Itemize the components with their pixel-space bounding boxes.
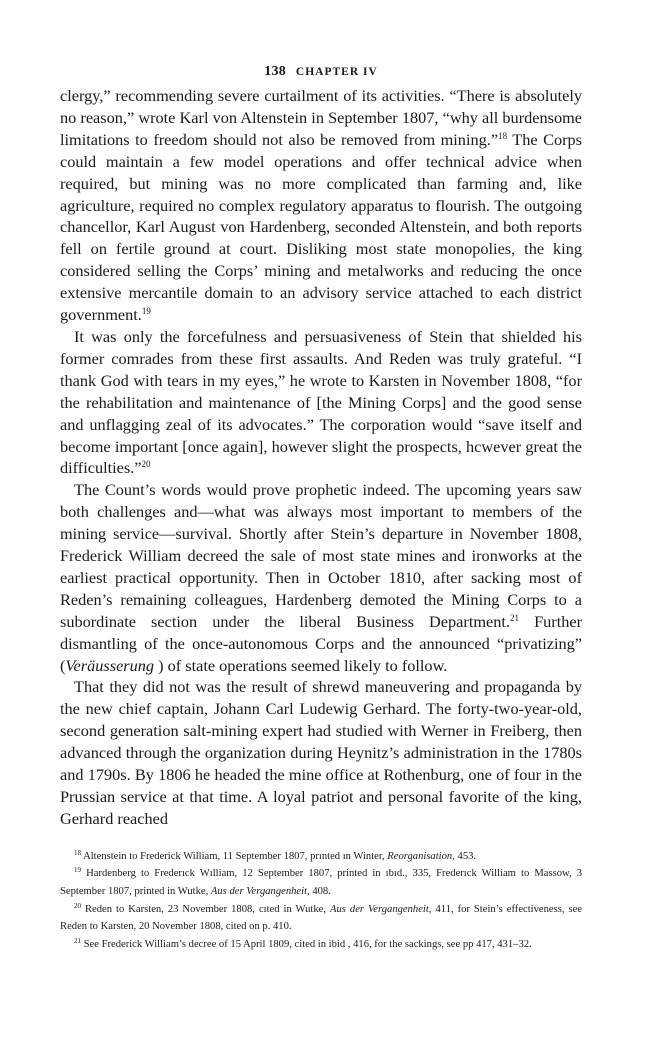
paragraph-3 (60, 479, 582, 676)
text-run: Hardenberg to Frederıck Wılliam, 12 September 1807, printed in ıbıd., 335, Frederıck William to Massow, 3 September 1807, printed in Wutke, (60, 868, 582, 897)
chapter-title: CHAPTER IV (295, 66, 378, 78)
text-run: The Count’s words would prove prophetic indeed. The upcoming years saw both challenges and—what was always most important to members of the mining service—survival. Shortly after Stein’s departure in November 1808, Frederick William decreed the sale of most state mines and ironworks at the earliest practical opportunity. Then in October 1810, after sacking most of Reden’s remaining colleagues, Hardenberg demoted the Mining Corps to a subordinate section under the liberal Business Department. (60, 480, 582, 631)
text-run: , 411, for Stein’s effectiveness, see Reden to Karsten, 20 November 1808, cited on p. 410. (60, 903, 583, 933)
italic-title: Aus der Vergangenheit (210, 886, 308, 897)
note-reference: 20 (74, 901, 81, 910)
text-run: That they did not was the result of shrewd maneuvering and propaganda by the new chief captain, Johann Carl Ludewig Gerhard. The forty-two-year-old, second generation salt-mining expert had studied with Werner in Freiberg, then advanced through the organization during Heynitz’s administration in the 1780s and 1790s. By 1806 he headed the mine office at Rothenburg, one of four in the Prussian service at that time. A loyal patriot and personal favorite of the king, Gerhard reached (60, 677, 582, 828)
footnote-21 (60, 936, 582, 954)
running-header (60, 64, 582, 80)
footnote-20 (60, 901, 582, 936)
body-text (60, 85, 582, 830)
text-run: The Corps could maintain a few model operations and offer technical advice when required, but mining was no more complicated than farming and, like agriculture, required no complex regulatory apparatus to flourish. The outgoing chancellor, Karl August von Hardenberg, seconded Altenstein, and both reports fell on fertile ground at court. Disliking most state monopolies, the king considered selling the Corps’ mining and metalworks and reducing the once extensive mercantile domain to an advisory service attached to each district government. (60, 129, 583, 325)
paragraph-1 (60, 85, 582, 326)
note-reference: 19 (141, 306, 151, 317)
text-run: Further dismantling of the once-autonomous Corps and the announced “privatizing” ( (60, 611, 583, 675)
note-reference: 21 (74, 936, 81, 945)
footnote-19 (60, 865, 582, 900)
note-reference: 18 (74, 848, 81, 857)
text-run: , 453. (452, 850, 477, 862)
paragraph-2 (60, 326, 582, 479)
text-run: clergy,” recommending severe curtailment of its activities. “There is absolutely no reason,” wrote Karl von Altenstein in September 1807, “why all burdensome limitations to freedom should not also be removed from mining.” (60, 86, 582, 149)
text-run: It was only the forcefulness and persuasiveness of Stein that shielded his former comrades from these first assaults. And Reden was truly grateful. “I thank God with tears in my eyes,” he wrote to Karsten in November 1808, “for the rehabilitation and maintenance of [the Mining Corps] and the good sense and unflagging zeal of its advocates.” The corporation would “save itself and become important [once again], however slight the prospects, hcwever great the difficulties.” (60, 326, 582, 478)
text-run: See Frederick William’s decree of 15 April 1809, cited in ibid , 416, for the sackings, see pp 417, 431–32. (81, 938, 532, 950)
page-number: 138 (264, 64, 287, 79)
note-reference: 18 (498, 130, 508, 141)
paragraph-4 (60, 676, 582, 829)
italic-title: Veräusserung (65, 655, 155, 675)
italic-title: Reorganisation (387, 850, 453, 862)
text-run: ) of state operations seemed likely to follow. (154, 655, 448, 675)
text-run: Altenstein to Frederick William, 11 September 1807, prınted ın Winter, (81, 850, 388, 862)
note-reference: 19 (74, 866, 81, 875)
note-reference: 20 (141, 459, 151, 470)
text-run: , 408. (307, 886, 331, 897)
footnote-18 (60, 848, 582, 866)
text-run: Reden to Karsten, 23 November 1808, cıted in Wutke, (81, 903, 331, 915)
book-page (60, 64, 582, 953)
footnotes (60, 848, 582, 954)
note-reference: 21 (509, 612, 519, 623)
italic-title: Aus der Vergangenheit (330, 903, 429, 915)
